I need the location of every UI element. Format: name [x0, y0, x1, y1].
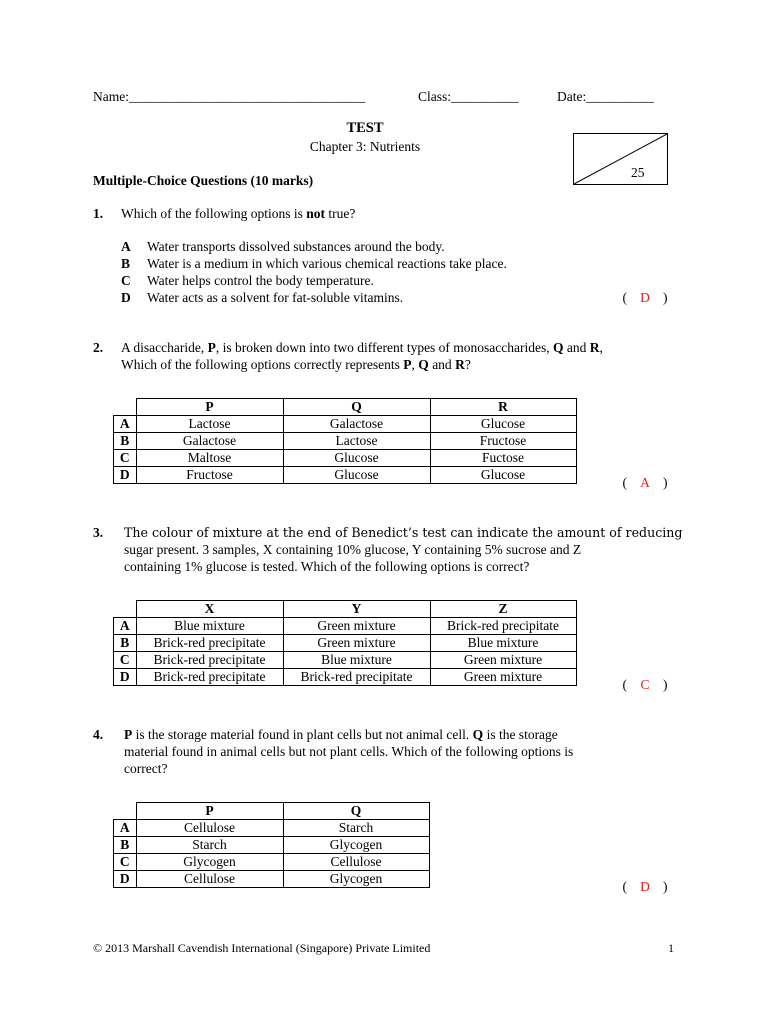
row-label: D: [114, 467, 137, 484]
options-table: [113, 398, 577, 484]
table-cell: Brick-red precipitate: [283, 669, 430, 686]
blank-header-cell: [114, 399, 137, 416]
table-row: [114, 820, 430, 837]
table-cell: Cellulose: [136, 871, 283, 888]
question-number: 1.: [93, 206, 104, 221]
column-header: R: [430, 399, 576, 416]
question-text-line-3: correct?: [124, 761, 168, 776]
table-cell: Green mixture: [283, 618, 430, 635]
question-text-line-1: The colour of mixture at the end of Benedict’s test can indicate the amount of reducing: [124, 525, 683, 540]
table-row: [114, 416, 577, 433]
question-text-line-2: sugar present. 3 samples, X containing 10% glucose, Y containing 5% sucrose and Z: [124, 542, 582, 557]
table-cell: Brick-red precipitate: [430, 618, 576, 635]
text-part: , is broken down into two different types of monosaccharides,: [215, 340, 554, 355]
table-cell: Starch: [283, 820, 429, 837]
question-text-part: Which of the following options is: [121, 206, 307, 221]
text-part: ,: [411, 357, 419, 372]
table-cell: Glycogen: [283, 837, 429, 854]
blank-header-cell: [114, 601, 137, 618]
table-row: [114, 618, 577, 635]
table-cell: Blue mixture: [430, 635, 576, 652]
table-cell: Maltose: [136, 450, 283, 467]
table-cell: Fuctose: [430, 450, 576, 467]
table-row: [114, 854, 430, 871]
text-part: and: [428, 357, 456, 372]
table-cell: Fructose: [430, 433, 576, 450]
table-cell: Glucose: [283, 467, 430, 484]
option-letter: C: [121, 273, 131, 288]
paren-close: ): [663, 677, 668, 692]
question-text-part: true?: [325, 206, 356, 221]
blank-header-cell: [114, 803, 137, 820]
table-cell: Green mixture: [430, 652, 576, 669]
paren-open: (: [622, 677, 627, 692]
option-letter: A: [121, 239, 131, 254]
row-label: D: [114, 871, 137, 888]
table-header-row: [114, 399, 577, 416]
option-text: Water acts as a solvent for fat-soluble vitamins.: [147, 290, 404, 305]
text-emphasis: P: [124, 727, 133, 742]
table-cell: Galactose: [136, 433, 283, 450]
table-cell: Fructose: [136, 467, 283, 484]
table-cell: Cellulose: [136, 820, 283, 837]
table-row: [114, 433, 577, 450]
answer-letter: A: [640, 475, 650, 490]
options-table: [113, 802, 430, 888]
text-part: ?: [464, 357, 471, 372]
column-header: P: [136, 803, 283, 820]
test-title: TEST: [346, 120, 384, 136]
question-text-emphasis: not: [306, 206, 325, 221]
table-row: [114, 871, 430, 888]
row-label: D: [114, 669, 137, 686]
table-cell: Brick-red precipitate: [136, 635, 283, 652]
option-letter: D: [121, 290, 131, 305]
table-cell: Glucose: [430, 467, 576, 484]
text-emphasis: Q: [553, 340, 564, 355]
column-header: Q: [283, 803, 429, 820]
section-heading: Multiple-Choice Questions (10 marks): [93, 173, 314, 188]
question-text-line-2: [121, 357, 471, 373]
row-label: A: [114, 820, 137, 837]
paren-close: ): [663, 290, 668, 305]
table-cell: Cellulose: [283, 854, 429, 871]
table-cell: Glycogen: [283, 871, 429, 888]
table-row: [114, 837, 430, 854]
column-header: Q: [283, 399, 430, 416]
question-text-line-1: [121, 340, 603, 356]
table-cell: Brick-red precipitate: [136, 652, 283, 669]
option-text: Water transports dissolved substances around the body.: [147, 239, 445, 254]
row-label: C: [114, 450, 137, 467]
row-label: C: [114, 652, 137, 669]
paren-close: ): [663, 879, 668, 894]
column-header: X: [136, 601, 283, 618]
row-label: C: [114, 854, 137, 871]
answer-slot[interactable]: [613, 879, 677, 895]
answer-letter: D: [640, 879, 650, 894]
text-emphasis: R: [589, 340, 600, 355]
date-field[interactable]: Date:__________: [557, 89, 654, 104]
option-text: Water is a medium in which various chemical reactions take place.: [147, 256, 507, 271]
text-emphasis: Q: [418, 357, 429, 372]
score-box: [573, 133, 668, 185]
paren-close: ): [663, 475, 668, 490]
footer-copyright: © 2013 Marshall Cavendish International (Singapore) Private Limited: [93, 941, 431, 955]
column-header: Y: [283, 601, 430, 618]
row-label: A: [114, 416, 137, 433]
question-number: 3.: [93, 525, 104, 540]
paren-open: (: [622, 290, 627, 305]
page-number: 1: [668, 941, 674, 955]
column-header: Z: [430, 601, 576, 618]
table-row: [114, 652, 577, 669]
text-part: and: [563, 340, 590, 355]
answer-slot[interactable]: [613, 290, 677, 306]
row-label: A: [114, 618, 137, 635]
row-label: B: [114, 837, 137, 854]
answer-letter: D: [640, 290, 650, 305]
option-letter: B: [121, 256, 131, 271]
option-text: Water helps control the body temperature.: [147, 273, 374, 288]
table-row: [114, 669, 577, 686]
question-number: 2.: [93, 340, 104, 355]
table-cell: Blue mixture: [136, 618, 283, 635]
question-text-line-1: [124, 727, 558, 743]
table-cell: Galactose: [283, 416, 430, 433]
row-label: B: [114, 433, 137, 450]
text-part: is the storage: [483, 727, 558, 742]
table-row: [114, 635, 577, 652]
table-cell: Lactose: [136, 416, 283, 433]
text-part: Which of the following options correctly represents: [121, 357, 404, 372]
answer-letter: C: [640, 677, 650, 692]
table-cell: Blue mixture: [283, 652, 430, 669]
text-emphasis: P: [207, 340, 216, 355]
paren-open: (: [622, 879, 627, 894]
text-part: is the storage material found in plant cells but not animal cell.: [132, 727, 473, 742]
text-part: A disaccharide,: [121, 340, 208, 355]
text-emphasis: P: [403, 357, 412, 372]
column-header: P: [136, 399, 283, 416]
table-cell: Starch: [136, 837, 283, 854]
table-row: [114, 450, 577, 467]
options-table: [113, 600, 577, 686]
question-text-line-3: containing 1% glucose is tested. Which of the following options is correct?: [124, 559, 530, 574]
table-row: [114, 467, 577, 484]
table-header-row: [114, 601, 577, 618]
table-cell: Green mixture: [283, 635, 430, 652]
text-emphasis: R: [455, 357, 465, 372]
name-field[interactable]: Name:___________________________________: [93, 89, 366, 104]
question-number: 4.: [93, 727, 104, 742]
score-box-diagonal: [574, 134, 667, 184]
table-header-row: [114, 803, 430, 820]
row-label: B: [114, 635, 137, 652]
score-total: 25: [631, 165, 645, 180]
question-text: [121, 206, 355, 222]
table-cell: Glucose: [283, 450, 430, 467]
table-cell: Glycogen: [136, 854, 283, 871]
class-field[interactable]: Class:__________: [418, 89, 519, 104]
table-cell: Green mixture: [430, 669, 576, 686]
answer-slot[interactable]: [613, 677, 677, 693]
answer-slot[interactable]: [613, 475, 677, 491]
table-cell: Brick-red precipitate: [136, 669, 283, 686]
text-part: ,: [599, 340, 603, 355]
table-cell: Glucose: [430, 416, 576, 433]
chapter-subtitle: Chapter 3: Nutrients: [309, 139, 421, 154]
question-text-line-2: material found in animal cells but not plant cells. Which of the following options is: [124, 744, 574, 759]
paren-open: (: [622, 475, 627, 490]
text-emphasis: Q: [472, 727, 484, 742]
table-cell: Lactose: [283, 433, 430, 450]
